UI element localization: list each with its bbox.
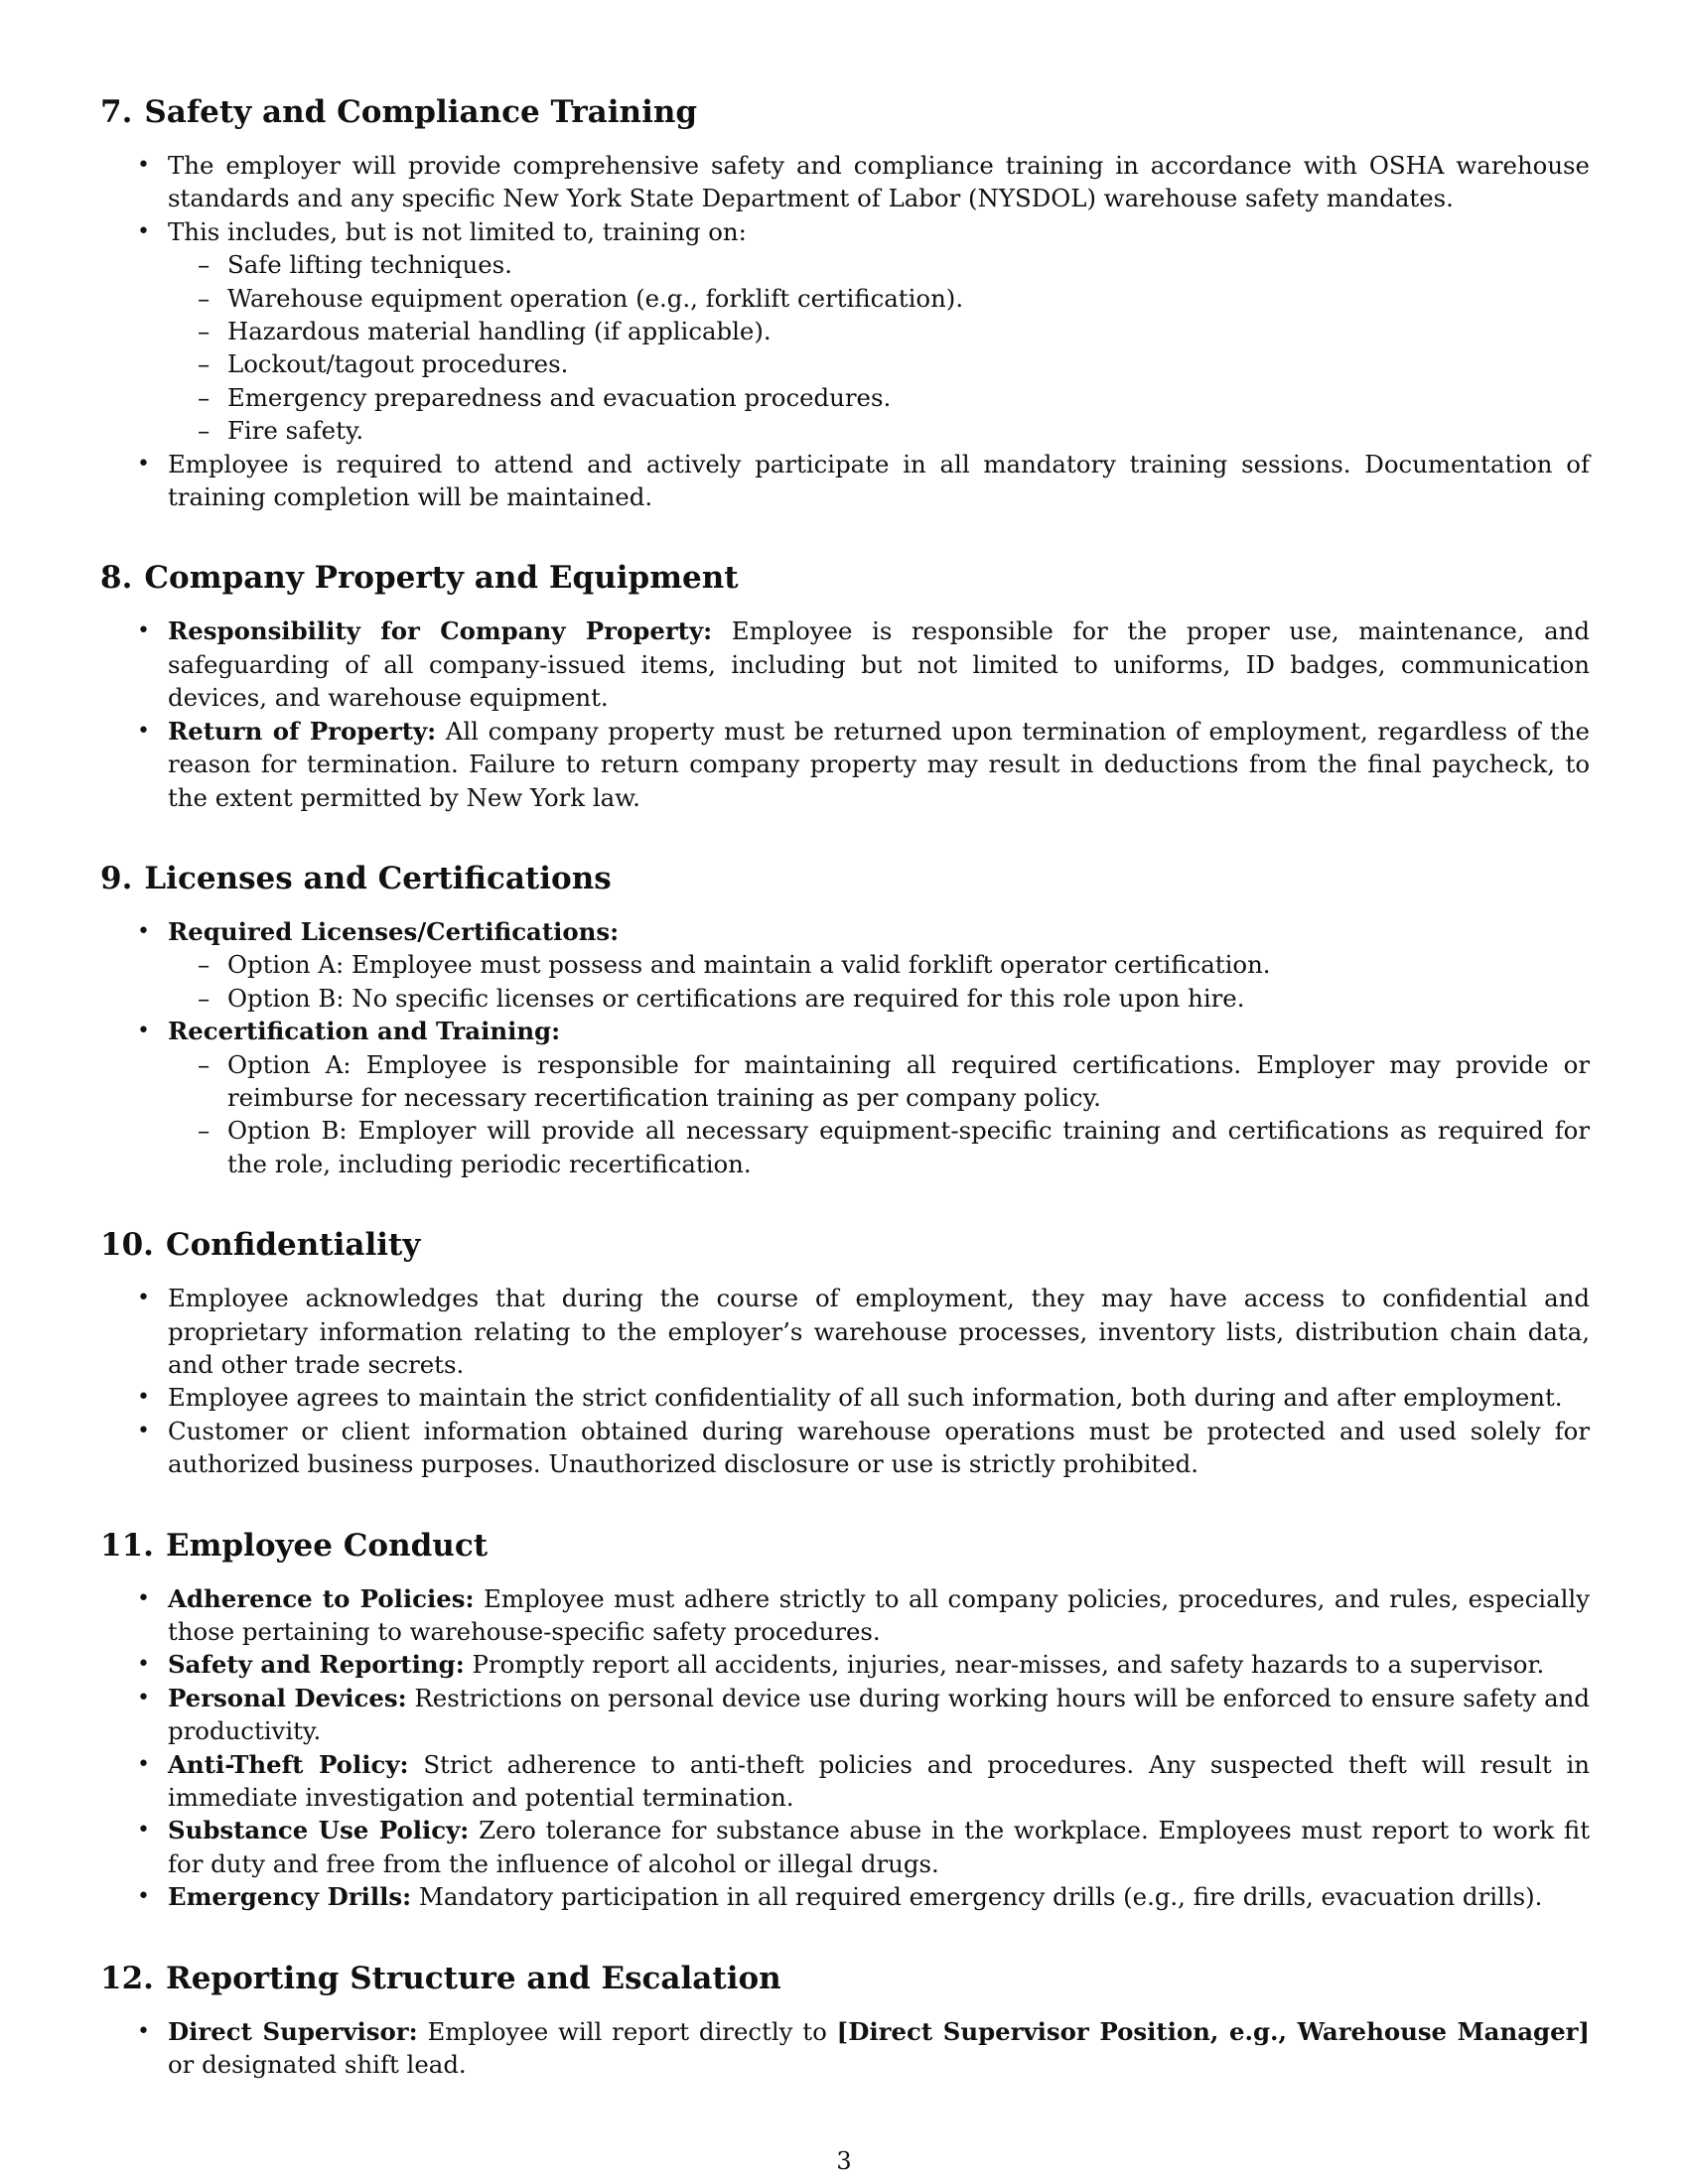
sub-list-item: – Option B: Employer will provide all necessary equipment-specific training and certifications as required for the role, including periodic recertification. — [168, 1114, 1590, 1180]
item-label: Anti-Theft Policy: — [168, 1749, 409, 1779]
section-title: Employee Conduct — [165, 1527, 489, 1564]
item-label: Return of Property: — [168, 716, 437, 746]
section-number: 7. — [100, 94, 133, 130]
section-company-property — [100, 557, 1590, 813]
item-label: Safety and Reporting: — [168, 1650, 465, 1680]
sub-list — [168, 948, 1590, 1015]
item-text: The employer will provide comprehensive safety and compliance training in accordance with OSHA warehouse standards and any specific New York State Department of Labor (NYSDOL) warehouse safety mandates. — [168, 151, 1590, 213]
bullet-list — [100, 915, 1590, 1180]
section-title: Confidentiality — [165, 1227, 421, 1264]
list-item — [100, 448, 1590, 514]
bullet-list — [100, 149, 1590, 513]
item-text: Zero tolerance for substance abuse in the workplace. Employees must report to work fit for duty and free from the influence of alcohol or illegal drugs. — [168, 1816, 1591, 1878]
item-label: Responsibility for Company Property: — [168, 616, 713, 646]
sub-list-item: – Hazardous material handling (if applicable). — [168, 315, 1590, 347]
section-heading — [100, 557, 1590, 599]
list-item — [100, 1748, 1590, 1815]
section-number: 12. — [100, 1960, 154, 1996]
bullet-list — [100, 2015, 1590, 2082]
list-item — [100, 215, 1590, 448]
section-number: 11. — [100, 1527, 154, 1564]
item-text-tail: or designated shift lead. — [168, 2050, 467, 2080]
sub-list-item: – Safe lifting techniques. — [168, 248, 1590, 281]
item-label: Direct Supervisor: — [168, 2016, 418, 2046]
item-label: Emergency Drills: — [168, 1882, 412, 1912]
item-text: Strict adherence to anti-theft policies and procedures. Any suspected theft will result in immediate investigation and potential termination. — [168, 1749, 1590, 1813]
list-item — [100, 1415, 1590, 1481]
section-confidentiality — [100, 1224, 1590, 1480]
item-label: Personal Devices: — [168, 1683, 407, 1712]
sub-list — [168, 248, 1590, 447]
list-item — [100, 1880, 1590, 1913]
item-text: Mandatory participation in all required emergency drills (e.g., fire drills, evacuation drills). — [418, 1882, 1543, 1912]
item-text: All company property must be returned upon termination of employment, regardless of the reason for termination. Failure to return company property may result in deductions from the final paycheck, to the extent permitted by New York law. — [168, 716, 1590, 812]
list-item — [100, 1682, 1590, 1748]
section-heading — [100, 91, 1590, 133]
sub-list-item: – Warehouse equipment operation (e.g., forklift certification). — [168, 282, 1590, 315]
section-heading — [100, 1958, 1590, 1999]
page-content — [100, 91, 1590, 2081]
list-item — [100, 1282, 1590, 1381]
section-reporting-structure — [100, 1958, 1590, 2082]
list-item — [100, 1648, 1590, 1681]
section-licenses — [100, 858, 1590, 1180]
item-label: Required Licenses/Certifications: — [168, 916, 620, 946]
section-heading — [100, 858, 1590, 899]
section-title: Licenses and Certifications — [144, 860, 612, 896]
item-text: Employee agrees to maintain the strict confidentiality of all such information, both during and after employment. — [168, 1383, 1563, 1413]
sub-list — [168, 1048, 1590, 1181]
section-number: 10. — [100, 1227, 154, 1264]
section-heading — [100, 1224, 1590, 1266]
item-text: Customer or client information obtained during warehouse operations must be protected and used solely for authorized business purposes. Unauthorized disclosure or use is strictly prohibited. — [168, 1416, 1590, 1479]
item-text: Employee is required to attend and actively participate in all mandatory training sessions. Documentation of training completion will be maintained. — [168, 449, 1590, 512]
item-label: Recertification and Training: — [168, 1017, 561, 1046]
sub-list-item: – Option B: No specific licenses or certifications are required for this role upon hire. — [168, 982, 1590, 1015]
list-item — [100, 915, 1590, 1015]
item-text: This includes, but is not limited to, training on: — [168, 216, 747, 246]
item-text: Promptly report all accidents, injuries, near-misses, and safety hazards to a supervisor. — [472, 1650, 1545, 1680]
sub-list-item: – Lockout/tagout procedures. — [168, 347, 1590, 380]
item-text: Employee will report directly to — [427, 2016, 827, 2046]
page-number: 3 — [836, 2147, 852, 2175]
list-item — [100, 1582, 1590, 1649]
list-item — [100, 614, 1590, 714]
item-text: Employee must adhere strictly to all company policies, procedures, and rules, especially those pertaining to warehouse-specific safety procedures. — [168, 1583, 1590, 1646]
bullet-list — [100, 614, 1590, 813]
section-safety-training — [100, 91, 1590, 513]
list-item — [100, 149, 1590, 215]
list-item — [100, 1015, 1590, 1180]
bullet-list — [100, 1282, 1590, 1480]
list-item — [100, 1814, 1590, 1880]
section-number: 9. — [100, 860, 133, 896]
section-title: Company Property and Equipment — [144, 560, 739, 597]
section-number: 8. — [100, 560, 133, 597]
section-title: Reporting Structure and Escalation — [165, 1960, 781, 1996]
item-text: Restrictions on personal device use during working hours will be enforced to ensure safety and productivity. — [168, 1683, 1590, 1746]
list-item — [100, 1381, 1590, 1414]
section-employee-conduct — [100, 1525, 1590, 1914]
section-heading — [100, 1525, 1590, 1567]
item-text: Employee acknowledges that during the course of employment, they may have access to confidential and proprietary information relating to the employer’s warehouse processes, inventory lists, distribution chain data, and other trade secrets. — [168, 1284, 1590, 1379]
section-title: Safety and Compliance Training — [144, 94, 698, 130]
item-label: Substance Use Policy: — [168, 1816, 470, 1845]
sub-list-item: – Option A: Employee must possess and maintain a valid forklift operator certification. — [168, 948, 1590, 981]
item-label: Adherence to Policies: — [168, 1583, 475, 1613]
sub-list-item: – Emergency preparedness and evacuation procedures. — [168, 381, 1590, 414]
bullet-list — [100, 1582, 1590, 1914]
list-item — [100, 2015, 1590, 2082]
item-text: Employee is responsible for the proper use, maintenance, and safeguarding of all company-issued items, including but not limited to uniforms, ID badges, communication devices, and warehouse equipment. — [168, 616, 1590, 713]
sub-list-item: – Fire safety. — [168, 414, 1590, 447]
list-item — [100, 715, 1590, 814]
sub-list-item: – Option A: Employee is responsible for maintaining all required certifications. Employer may provide or reimburse for necessary recertification training as per company policy. — [168, 1048, 1590, 1115]
placeholder-field: [Direct Supervisor Position, e.g., Warehouse Manager] — [836, 2016, 1590, 2046]
